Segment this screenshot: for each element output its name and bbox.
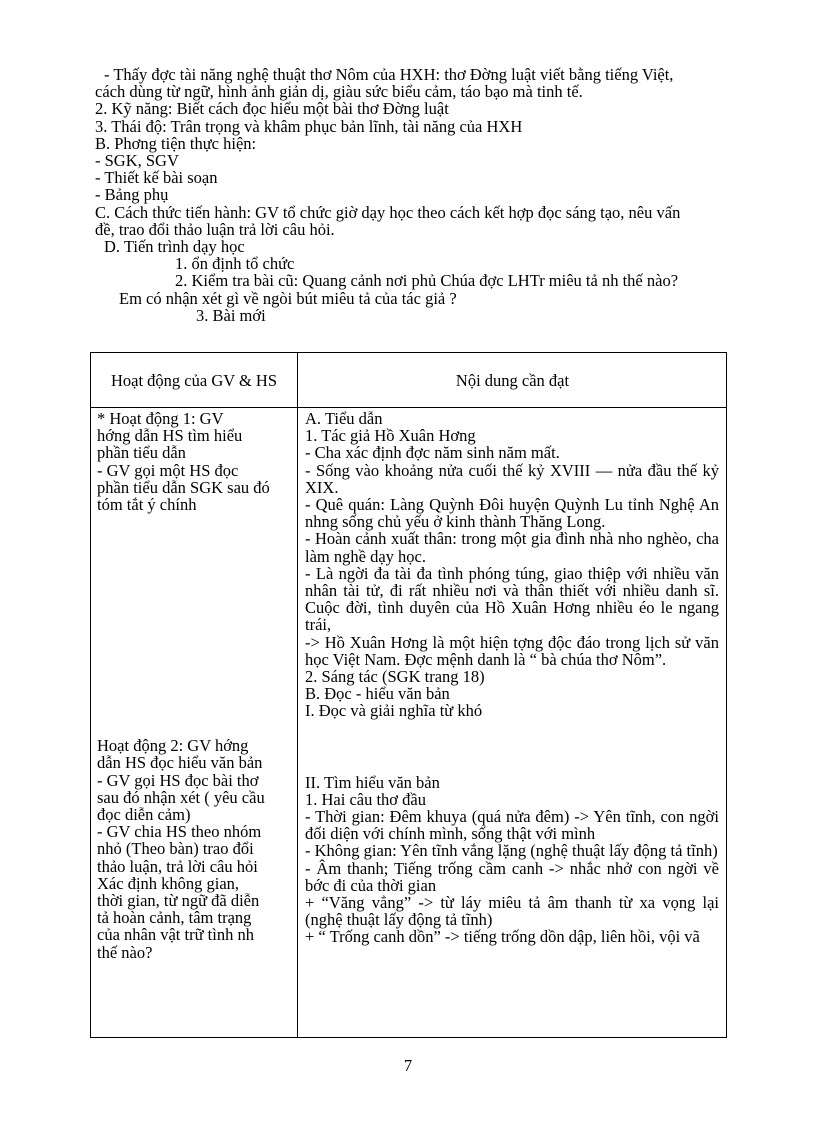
intro-line: - Thiết kế bài soạn — [95, 168, 218, 188]
content-line: 1. Hai câu thơ đầu — [305, 789, 426, 809]
activity-line: Hoạt động 2: GV hớng — [97, 736, 249, 756]
activity-line: dẫn HS đọc hiểu văn bản — [97, 753, 263, 773]
activity-line: thời gian, từ ngữ đã diễn — [97, 891, 260, 911]
activity-line: * Hoạt động 1: GV — [97, 409, 224, 428]
intro-line: - Thấy đợc tài năng nghệ thuật thơ Nôm của HXH: thơ Đờng luật viết bằng tiếng Việt, — [104, 65, 674, 84]
content-line: I. Đọc và giải nghĩa từ khó — [305, 701, 483, 721]
activity-line: - GV gọi một HS đọc — [97, 460, 239, 480]
activity-line: thảo luận, trả lời câu hỏi — [97, 856, 258, 876]
activity-line: hớng dẫn HS tìm hiểu — [97, 426, 243, 446]
intro-line: 1. ổn định tổ chức — [175, 254, 295, 274]
activity-line: thế nào? — [97, 942, 153, 962]
content-line: -> Hồ Xuân Hơng là một hiện tợng độc đáo trong lịch sử văn học Việt Nam. Đợc mệnh danh là “ bà chúa thơ Nôm”. — [305, 632, 719, 669]
intro-line: B. Phơng tiện thực hiện: — [95, 133, 257, 153]
header-activities: Hoạt động của GV & HS — [110, 371, 278, 390]
intro-line: 3. Thái độ: Trân trọng và khâm phục bản lĩnh, tài năng của HXH — [95, 116, 523, 136]
content-line: B. Đọc - hiểu văn bản — [305, 684, 450, 704]
activity-line: tả hoàn cảnh, tâm trạng — [97, 908, 252, 928]
content-line: - Sống vào khoảng nửa cuối thế kỷ XVIII — nửa đầu thế kỷ XIX. — [305, 460, 719, 497]
content-line: II. Tìm hiểu văn bản — [305, 772, 440, 792]
intro-line: D. Tiến trình dạy học — [104, 237, 245, 257]
activities-column — [97, 410, 277, 961]
intro-line: C. Cách thức tiến hành: GV tổ chức giờ dạy học theo cách kết hợp đọc sáng tạo, nêu vấn — [95, 202, 681, 222]
intro-line: 3. Bài mới — [196, 305, 266, 325]
activity-line: sau đó nhận xét ( yêu cầu — [97, 787, 265, 807]
activity-line: phần tiểu dẫn — [97, 443, 186, 463]
page-number: 7 — [403, 1056, 413, 1075]
intro-line: đề, trao đổi thảo luận trả lời câu hỏi. — [95, 219, 335, 239]
header-content: Nội dung cần đạt — [455, 371, 570, 390]
content-line: - Thời gian: Đêm khuya (quá nửa đêm) -> Yên tĩnh, con ngời đối diện với chính mình, sống thật với mình — [305, 807, 719, 844]
column-divider — [297, 353, 298, 1037]
intro-line: - SGK, SGV — [95, 151, 179, 171]
content-line: 2. Sáng tác (SGK trang 18) — [305, 667, 485, 687]
activity-line: của nhân vật trữ tình nh — [97, 925, 254, 945]
content-line: 1. Tác giả Hồ Xuân Hơng — [305, 426, 476, 446]
intro-line: Em có nhận xét gì về ngòi bút miêu tả của tác giả ? — [119, 288, 457, 308]
intro-line: 2. Kỹ năng: Biết cách đọc hiểu một bài thơ Đờng luật — [95, 99, 449, 119]
content-line: + “ Trống canh dồn” -> tiếng trống dồn dập, liên hồi, vội vã — [305, 927, 700, 947]
activity-line: phần tiểu dẫn SGK sau đó — [97, 477, 270, 497]
content-line: - Cha xác định đợc năm sinh năm mất. — [305, 443, 560, 463]
activity-line: nhỏ (Theo bàn) trao đổi — [97, 839, 254, 859]
activity-line: - GV gọi HS đọc bài thơ — [97, 770, 259, 790]
content-line: - Âm thanh; Tiếng trống cầm canh -> nhắc nhở con ngời về bớc đi của thời gian — [305, 858, 719, 895]
content-line: - Không gian: Yên tĩnh vắng lặng (nghệ thuật lấy động tả tĩnh) — [305, 841, 718, 861]
content-line: - Quê quán: Làng Quỳnh Đôi huyện Quỳnh Lu tỉnh Nghệ An nhng sống chủ yếu ở kinh thành Thăng Long. — [305, 495, 719, 532]
content-line: - Là ngời đa tài đa tình phóng túng, giao thiệp với nhiều văn nhân tài tử, đi rất nhiều nơi và thân thiết với nhiều danh sĩ. Cuộc đời, tình duyên của Hồ Xuân Hơng nhiều éo le ngang trái, — [305, 563, 719, 635]
activity-line: tóm tắt ý chính — [97, 495, 197, 515]
header-divider — [91, 407, 726, 408]
intro-section — [95, 66, 775, 324]
content-line: - Hoàn cảnh xuất thân: trong một gia đình nhà nho nghèo, cha làm nghề dạy học. — [305, 529, 719, 566]
content-column — [305, 410, 719, 946]
lesson-table — [90, 352, 727, 1038]
activity-line: - GV chia HS theo nhóm — [97, 822, 262, 842]
content-line: + “Văng vẳng” -> từ láy miêu tả âm thanh từ xa vọng lại (nghệ thuật lấy động tả tĩnh) — [305, 893, 719, 930]
intro-line: 2. Kiểm tra bài cũ: Quang cảnh nơi phủ Chúa đợc LHTr miêu tả nh thế nào? — [175, 271, 679, 291]
content-line: A. Tiểu dẫn — [305, 409, 383, 428]
activity-line: đọc diễn cảm) — [97, 805, 191, 825]
intro-line: cách dùng từ ngữ, hình ảnh giản dị, giàu sức biểu cảm, táo bạo mà tinh tế. — [95, 82, 583, 102]
activity-line: Xác định không gian, — [97, 873, 240, 893]
intro-line: - Bảng phụ — [95, 185, 169, 205]
